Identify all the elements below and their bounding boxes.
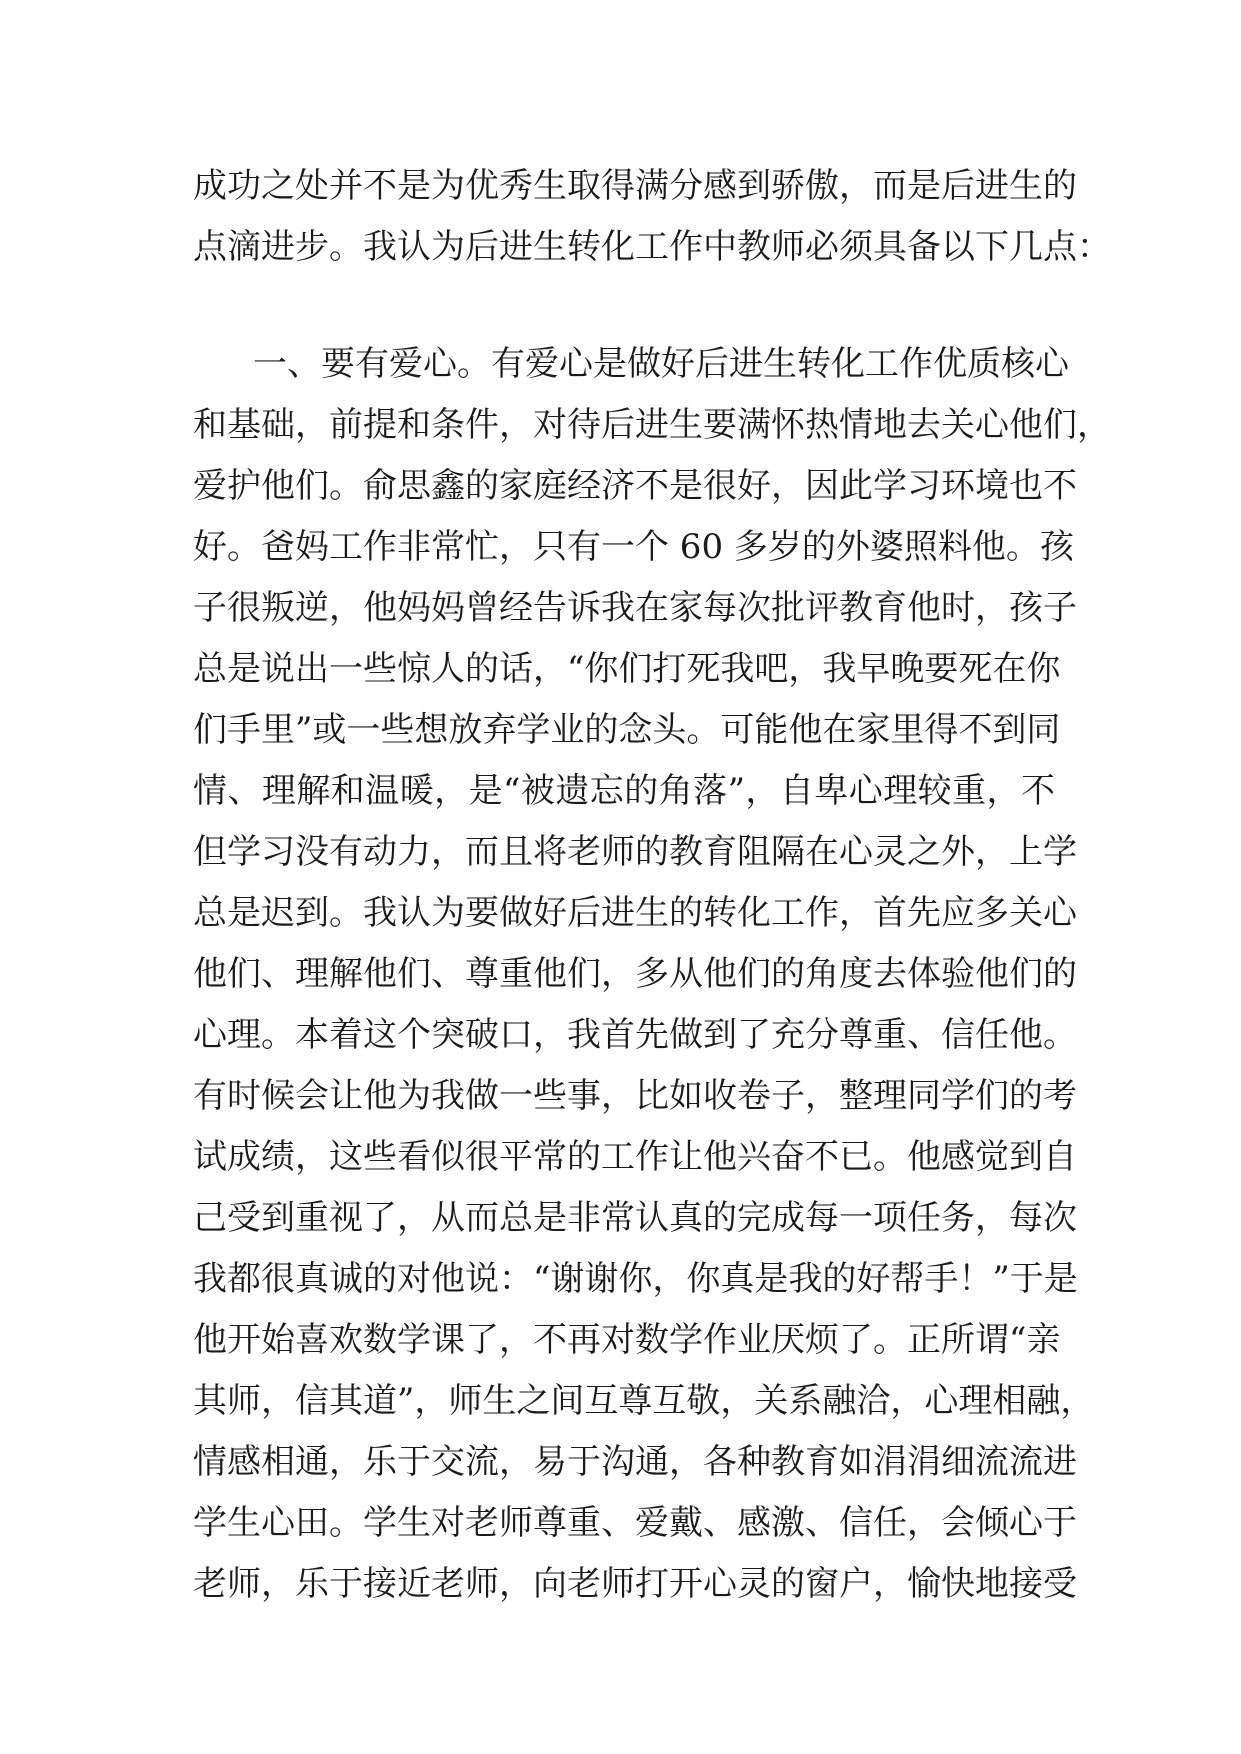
text-line: 爱护他们。俞思鑫的家庭经济不是很好，因此学习环境也不 (193, 466, 1077, 506)
text-line: 心理。本着这个突破口，我首先做到了充分尊重、信任他。 (193, 1015, 1077, 1055)
text-line: 子很叛逆，他妈妈曾经告诉我在家每次批评教育他时，孩子 (193, 588, 1077, 628)
text-line: 总是迟到。我认为要做好后进生的转化工作，首先应多关心 (193, 893, 1077, 933)
text-line: 己受到重视了，从而总是非常认真的完成每一项任务，每次 (193, 1198, 1077, 1238)
text-line: 试成绩，这些看似很平常的工作让他兴奋不已。他感觉到自 (193, 1137, 1077, 1177)
paragraph-love (193, 334, 1111, 1615)
text-line: 有时候会让他为我做一些事，比如收卷子，整理同学们的考 (193, 1076, 1077, 1116)
text-line: 好。爸妈工作非常忙，只有一个 60 多岁的外婆照料他。孩 (193, 527, 1074, 567)
text-line: 们手里”或一些想放弃学业的念头。可能他在家里得不到同 (193, 710, 1061, 750)
text-line: 点滴进步。我认为后进生转化工作中教师必须具备以下几点： (193, 227, 1111, 267)
text-line: 他开始喜欢数学课了，不再对数学作业厌烦了。正所谓“亲 (193, 1320, 1061, 1360)
text-line: 老师，乐于接近老师，向老师打开心灵的窗户，愉快地接受 (193, 1564, 1077, 1604)
text-line: 成功之处并不是为优秀生取得满分感到骄傲，而是后进生的 (193, 166, 1077, 206)
text-line: 和基础，前提和条件，对待后进生要满怀热情地去关心他们， (193, 405, 1111, 445)
text-line: 一、要有爱心。有爱心是做好后进生转化工作优质核心 (253, 344, 1069, 384)
text-line: 情、理解和温暖，是“被遗忘的角落”，自卑心理较重，不 (193, 771, 1055, 811)
text-line: 学生心田。学生对老师尊重、爱戴、感激、信任，会倾心于 (193, 1503, 1077, 1543)
text-line: 其师，信其道”，师生之间互尊互敬，关系融洽，心理相融， (193, 1381, 1095, 1421)
text-line: 但学习没有动力，而且将老师的教育阻隔在心灵之外，上学 (193, 832, 1077, 872)
text-line: 我都很真诚的对他说：“谢谢你，你真是我的好帮手！”于是 (193, 1259, 1078, 1299)
text-line: 总是说出一些惊人的话，“你们打死我吧，我早晚要死在你 (193, 649, 1061, 689)
text-line: 情感相通，乐于交流，易于沟通，各种教育如涓涓细流流进 (193, 1442, 1077, 1482)
text-line: 他们、理解他们、尊重他们，多从他们的角度去体验他们的 (193, 954, 1077, 994)
paragraph-continuation (193, 156, 1111, 278)
